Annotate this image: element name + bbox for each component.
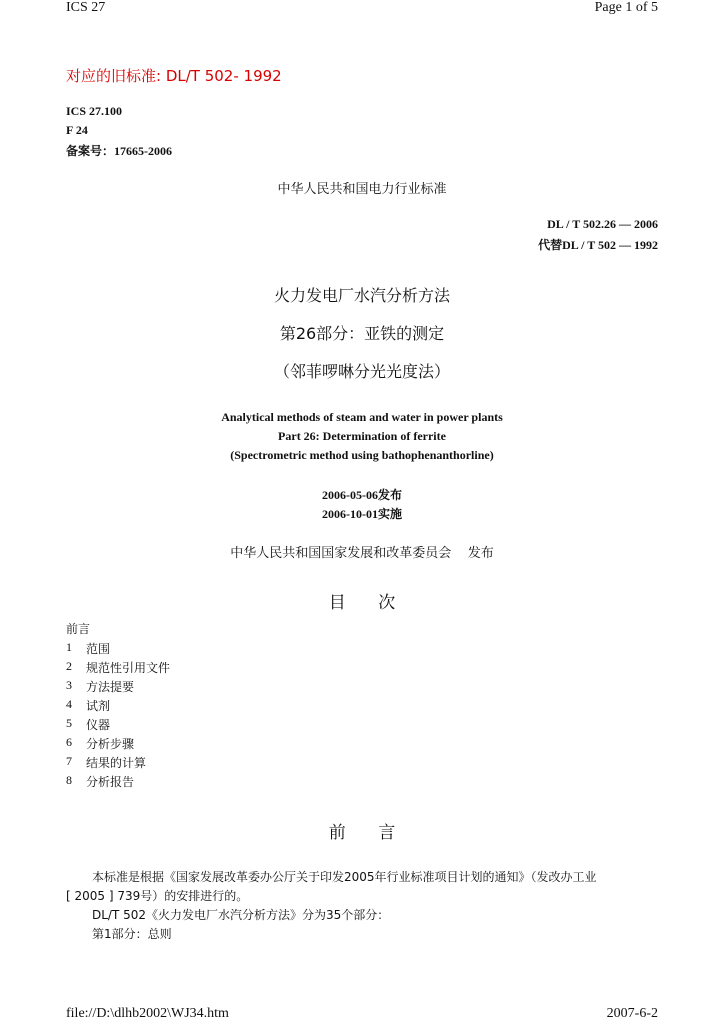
toc-item[interactable]: [66, 659, 170, 676]
title-en-line1: Analytical methods of steam and water in power plants: [221, 410, 503, 424]
toc-item-label: 范围: [86, 642, 111, 656]
industry-standard-title: 中华人民共和国电力行业标准: [277, 182, 447, 197]
header-page-number: Page 1 of 5: [594, 0, 658, 15]
footer-file-path: file://D:\dlhb2002\WJ34.htm: [66, 1006, 229, 1021]
record-number: 备案号：17665-2006: [66, 144, 172, 158]
toc-item-number: 6: [66, 735, 72, 749]
toc-item[interactable]: [66, 754, 146, 771]
toc-item-number: 2: [66, 659, 72, 673]
toc-item-label: 规范性引用文件: [86, 661, 171, 675]
toc-item-number: 4: [66, 697, 72, 711]
toc-item-number: 1: [66, 640, 72, 654]
toc-item-number: 3: [66, 678, 72, 692]
toc-item-number: 8: [66, 773, 72, 787]
title-en-line3: (Spectrometric method using bathophenanthorline): [230, 448, 494, 462]
replaced-standard-code: 代替DL / T 502 — 1992: [538, 238, 658, 252]
f-code: F 24: [66, 123, 88, 137]
toc-item-foreword[interactable]: 前言: [66, 622, 91, 636]
toc-item[interactable]: [66, 773, 134, 790]
footer-date: 2007-6-2: [606, 1006, 658, 1021]
foreword-paragraph-3: 第1部分：总则: [92, 927, 172, 941]
issuer: 中华人民共和国国家发展和改革委员会 发布: [230, 546, 494, 561]
toc-item-label: 结果的计算: [86, 756, 147, 770]
ics-code: ICS 27.100: [66, 104, 123, 118]
toc-heading: 目 次: [328, 593, 396, 613]
toc-item[interactable]: [66, 640, 110, 657]
toc-item[interactable]: [66, 716, 110, 733]
toc-item-label: 方法提要: [86, 680, 135, 694]
toc-item[interactable]: [66, 735, 134, 752]
implement-date: 2006-10-01实施: [322, 507, 402, 521]
toc-item-number: 5: [66, 716, 72, 730]
title-en-line2: Part 26: Determination of ferrite: [278, 429, 446, 443]
toc-item-label: 仪器: [86, 718, 111, 732]
standard-code: DL / T 502.26 — 2006: [547, 217, 658, 231]
toc-item-label: 分析步骤: [86, 737, 135, 751]
foreword-heading: 前 言: [328, 823, 396, 843]
issue-date: 2006-05-06发布: [322, 488, 402, 502]
title-cn-line1: 火力发电厂水汽分析方法: [273, 286, 450, 305]
foreword-paragraph-1a: 本标准是根据《国家发展改革委办公厅关于印发2005年行业标准项目计划的通知》（发改办工业: [92, 870, 597, 884]
title-cn-line2: 第26部分：亚铁的测定: [279, 324, 445, 343]
header-ics: ICS 27: [66, 0, 106, 15]
toc-item-label: 分析报告: [86, 775, 135, 789]
toc-item-label: 试剂: [86, 699, 111, 713]
toc-item-number: 7: [66, 754, 72, 768]
foreword-paragraph-2: DL/T 502《火力发电厂水汽分析方法》分为35个部分：: [92, 908, 390, 922]
old-standard-label: 对应的旧标准: DL/T 502- 1992: [66, 67, 282, 85]
title-cn-line3: （邻菲啰啉分光光度法）: [273, 362, 450, 381]
toc-item[interactable]: [66, 678, 134, 695]
foreword-paragraph-1b: [ 2005 ] 739号）的安排进行的。: [66, 889, 249, 903]
toc-item[interactable]: [66, 697, 110, 714]
